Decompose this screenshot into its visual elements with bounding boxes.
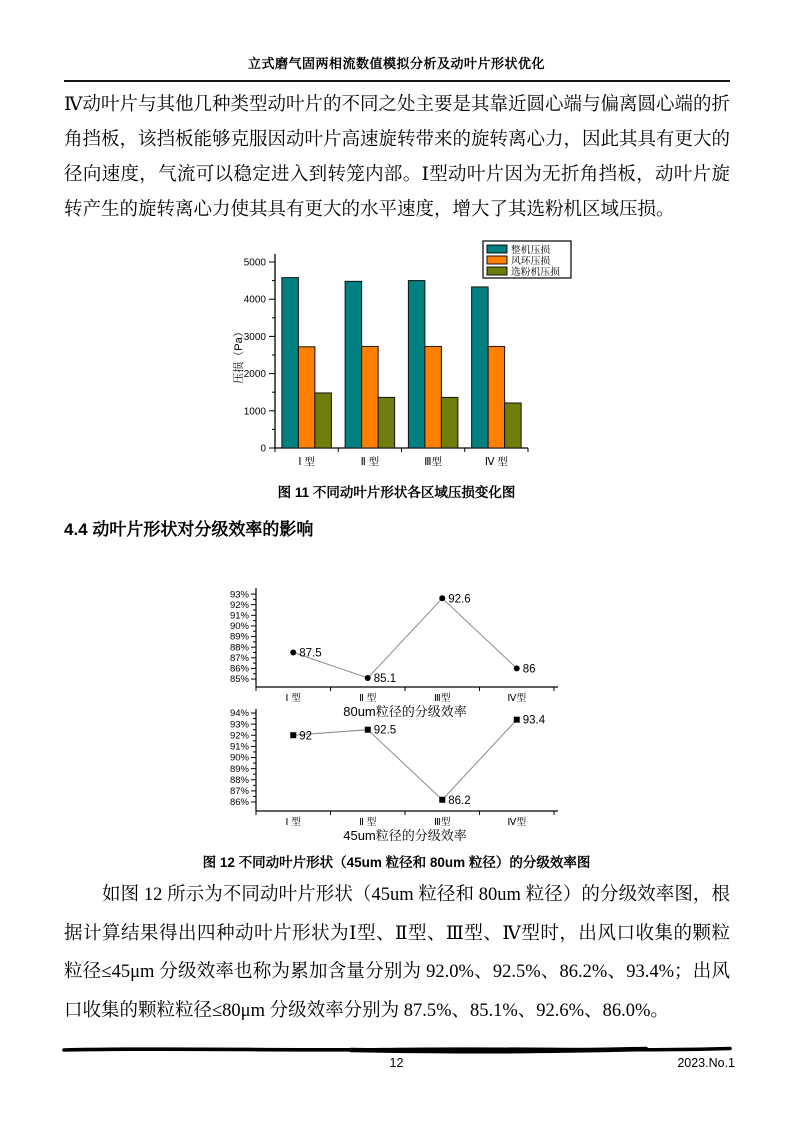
svg-text:92.6: 92.6 [448, 593, 471, 606]
svg-text:Ⅳ 型: Ⅳ 型 [484, 456, 508, 468]
line-axes [256, 588, 558, 687]
data-point [439, 595, 445, 601]
svg-text:93.4: 93.4 [522, 714, 546, 727]
svg-text:93%: 93% [229, 719, 249, 731]
svg-text:86%: 86% [229, 797, 249, 809]
paragraph-efficiency-results: 如图 12 所示为不同动叶片形状（45um 粒径和 80um 粒径）的分级效率图，根据计算结果得出四种动叶片形状为Ⅰ型、Ⅱ型、Ⅲ型、Ⅳ型时，出风口收集的颗粒粒径≤45μm 分级效率也称为累加含量分别为 92.0%、92.5%、86.2%、93.4%；出风口收集的颗粒粒径≤80μm 分级效率分别为 87.5%、85.1%、92.6%、86.0%。 [64, 885, 730, 1021]
paragraph-blade-pressure: Ⅳ动叶片与其他几种类型动叶片的不同之处主要是其靠近圆心端与偏离圆心端的折角挡板，该挡板能够克服因动叶片高速旋转带来的旋转离心力，因此其具有更大的径向速度，气流可以稳定进入到转笼内部。Ⅰ型动叶片因为无折角挡板，动叶片旋转产生的旋转离心力使其具有更大的水平速度，增大了其选粉机区域压损。 [64, 95, 731, 220]
svg-text:Ⅰ 型: Ⅰ 型 [285, 693, 301, 704]
svg-text:86%: 86% [229, 663, 249, 675]
svg-text:90%: 90% [229, 752, 249, 764]
data-point [439, 797, 445, 803]
svg-text:5000: 5000 [243, 257, 266, 269]
svg-text:Ⅱ 型: Ⅱ 型 [359, 693, 377, 704]
svg-text:Ⅲ型: Ⅲ型 [433, 693, 451, 704]
svg-text:91%: 91% [229, 610, 249, 622]
svg-text:92%: 92% [229, 730, 249, 742]
svg-text:89%: 89% [229, 631, 249, 643]
svg-text:87%: 87% [229, 652, 249, 664]
x-axis-label: 80um粒径的分级效率 [343, 704, 467, 719]
figure12-caption: 图 12 不同动叶片形状（45um 粒径和 80um 粒径）的分级效率图 [202, 855, 591, 870]
chart-legend [483, 241, 571, 278]
footer-rule-stroke-2 [351, 1049, 646, 1051]
svg-text:Ⅳ型: Ⅳ型 [507, 693, 527, 704]
data-line [293, 598, 517, 678]
svg-text:88%: 88% [229, 642, 249, 654]
svg-text:89%: 89% [229, 763, 249, 775]
figure12-line-chart-45um [228, 706, 568, 846]
data-point [290, 649, 296, 655]
svg-text:Ⅱ 型: Ⅱ 型 [359, 817, 377, 828]
svg-text:91%: 91% [229, 741, 249, 753]
svg-text:90%: 90% [229, 621, 249, 633]
svg-text:86: 86 [522, 663, 536, 676]
svg-text:92.5: 92.5 [373, 724, 397, 737]
svg-text:3000: 3000 [243, 331, 266, 343]
svg-text:87%: 87% [229, 786, 249, 798]
svg-text:92%: 92% [229, 599, 249, 611]
svg-text:85.1: 85.1 [373, 672, 397, 685]
svg-text:86.2: 86.2 [448, 794, 471, 807]
data-line [293, 720, 517, 800]
svg-text:85%: 85% [229, 674, 249, 686]
section-heading-4-4: 4.4 动叶片形状对分级效率的影响 [64, 520, 314, 539]
svg-text:4000: 4000 [243, 294, 266, 306]
issue-label: 2023.No.1 [677, 1056, 735, 1070]
svg-text:整机压损: 整机压损 [511, 244, 551, 256]
svg-text:Ⅰ 型: Ⅰ 型 [285, 817, 301, 828]
figure12-line-chart-80um [228, 582, 568, 722]
svg-text:2000: 2000 [243, 369, 266, 381]
x-axis-label: 45um粒径的分级效率 [343, 828, 467, 843]
svg-text:Ⅲ型: Ⅲ型 [424, 456, 442, 468]
svg-text:92: 92 [299, 730, 313, 743]
svg-text:选粉机压损: 选粉机压损 [511, 266, 560, 278]
page-number: 12 [389, 1056, 404, 1070]
footer-rule [61, 1044, 733, 1056]
svg-text:0: 0 [260, 443, 266, 455]
data-point [365, 675, 371, 681]
svg-text:1000: 1000 [243, 406, 266, 418]
figure11-caption: 图 11 不同动叶片形状各区域压损变化图 [277, 485, 516, 500]
svg-text:87.5: 87.5 [299, 647, 322, 660]
svg-text:Ⅳ型: Ⅳ型 [507, 817, 527, 828]
header-rule [64, 80, 730, 82]
data-point [514, 717, 520, 723]
header-title: 立式磨气固两相流数值模拟分析及动叶片形状优化 [247, 56, 545, 71]
data-point [365, 727, 371, 733]
svg-text:88%: 88% [229, 774, 249, 786]
svg-text:Ⅰ 型: Ⅰ 型 [298, 456, 315, 468]
svg-text:Ⅱ 型: Ⅱ 型 [360, 456, 380, 468]
svg-text:93%: 93% [229, 589, 249, 601]
y-axis-label: 压损（Pa） [233, 326, 245, 384]
data-point [290, 732, 296, 738]
svg-text:94%: 94% [229, 708, 249, 720]
svg-text:Ⅲ型: Ⅲ型 [433, 817, 451, 828]
figure11-bar-chart [212, 236, 612, 480]
svg-text:风环压损: 风环压损 [511, 255, 551, 267]
data-point [514, 665, 520, 671]
